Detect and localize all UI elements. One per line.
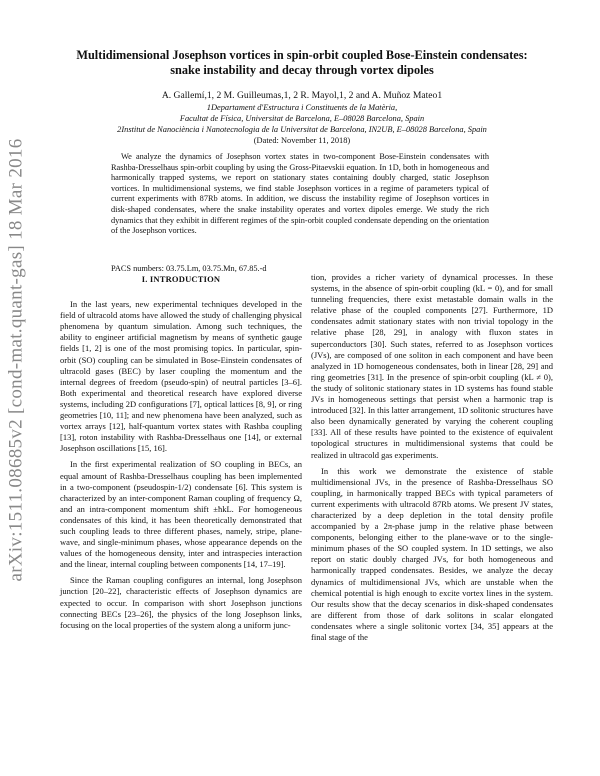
arxiv-side-stamp xyxy=(2,138,32,582)
right-column xyxy=(311,272,553,648)
affiliation-1a: 1Departament d'Estructura i Constituents de la Matèria, xyxy=(206,103,398,112)
intro-paragraph-3: Since the Raman coupling configures an internal, long Josephson junction [20–22], characteristic effects of Josephson dynamics are expected to occur. In comparison with short Josephson junctions connecting BECs [23–26], the physics of the long Josephson links, focusing on the local properties of the system along a uniform junc- xyxy=(60,575,302,630)
pacs-numbers: PACS numbers: 03.75.Lm, 03.75.Mn, 67.85.-d xyxy=(111,264,267,273)
title-line-2: snake instability and decay through vortex dipoles xyxy=(170,63,434,77)
date-line: (Dated: November 11, 2018) xyxy=(253,136,351,145)
paper-header xyxy=(60,48,544,146)
intro-paragraph-2: In the first experimental realization of SO coupling in BECs, an equal amount of Rashba-Dresselhaus coupling has been implemented in a two-component (pseudospin-1/2) condensate [6]. This system is characterized by an inter-component Raman coupling of frequency Ω, and an intra-component momentum shift ±ħkL. For homogeneous condensates of this kind, it has been theoretically demonstrated that such coupling leads to three different phases, namely, stripe, plane-wave, and single-minimum phases, whose appearance depends on the values of the homogeneous density, inter and intraspecies interaction and the linear, internal coupling between components [14, 17–19]. xyxy=(60,459,302,570)
affiliation-2: 2Institut de Nanociència i Nanotecnologia de la Universitat de Barcelona, IN2UB, E–08028 Barcelona, Spain xyxy=(117,125,487,134)
intro-paragraph-4: In this work we demonstrate the existence of stable multidimensional JVs, in the presence of Rashba-Dresselhaus SO coupling, in harmonically trapped BECs with typical parameters of current experiments with ultracold 87Rb atoms. We present JV states, characterized by a deep depletion in the total density profile accompanied by a 2π-phase jump in the relative phase between components, belonging either to the plane-wave or to the single-minimum phases of the SO coupled system. In 1D settings, we also report on static doubly charged JVs, for both homogeneous and harmonically trapped condensates. Besides, we analyze the decay dynamics of multidimensional JVs, which are unstable when the chemical potential is high enough to excite vortex lines in the system. Our results show that the decay scenarios in disk-shaped condensates are different from those of dark solitons in scalar elongated condensates where a single solitonic vortex [34, 35] appears at the final stage of the xyxy=(311,465,553,642)
left-column xyxy=(60,274,302,636)
author-list: A. Gallemí,1, 2 M. Guilleumas,1, 2 R. Mayol,1, 2 and A. Muñoz Mateo1 xyxy=(161,90,443,101)
arxiv-identifier: arXiv:1511.08685v2 [cond-mat.quant-gas] 18 Mar 2016 xyxy=(6,138,27,582)
section-heading: I. INTRODUCTION xyxy=(141,274,221,284)
affiliation-1b: Facultat de Física, Universitat de Barcelona, E–08028 Barcelona, Spain xyxy=(179,114,425,123)
abstract: We analyze the dynamics of Josephson vortex states in two-component Bose-Einstein condensates with Rashba-Dresselhaus spin-orbit coupling by using the Gross-Pitaevskii equation. In 1D, both in homogeneous and harmonically trapped systems, we report on stationary states containing doubly charged, static Josephson vortices. In multidimensional systems, we find stable Josephson vortices in a regime of parameters typical of current experiments with 87Rb atoms. In addition, we discuss the instability regime of Josephson vortices in disk-shaped condensates, where the snake instability operates and vortex dipoles emerge. We study the rich dynamics that they exhibit in different regimes of the spin-orbit coupled condensate depending on the orientation of the Josephson vortices. xyxy=(111,152,489,236)
intro-paragraph-1: In the last years, new experimental techniques developed in the field of ultracold atoms have allowed the study of challenging physical phenomena by quantum simulation. Among such techniques, the ability to engineer artificial magnetism by means of synthetic gauge fields [1, 2] is one of the most promising topics. In particular, spin-orbit (SO) coupling can be simulated in Bose-Einstein condensates of ultracold gases (BEC) by laser coupling the momentum and the internal degrees of freedom (pseudo-spin) of neutral particles [3–6]. Both experimental and theoretical research have explored diverse systems, including 2D configurations [7], optical lattices [8, 9], or ring geometries [10, 11]; and new phenomena have been analyzed, such as vortex arrays [12], half-quantum vortex states with Rashba coupling [13], roton instability with Rashba-Dresselhaus one [14], or external Josephson oscillations [15, 16]. xyxy=(60,299,302,454)
title-line-1: Multidimensional Josephson vortices in spin-orbit coupled Bose-Einstein condensates: xyxy=(76,48,528,62)
paper-title xyxy=(60,48,544,78)
intro-paragraph-3-continued: tion, provides a richer variety of dynamical processes. In these systems, in the absence of spin-orbit coupling (kL = 0), and for small tunneling frequencies, there exist metastable domain walls in the relative phase of the coupled components [27]. Furthermore, 1D condensates admit stationary states with non trivial topology in the relative phase [28, 29], in analogy with fluxon states in superconductors [30]. Such states, referred to as Josephson vortices (JVs), are composed of one soliton in each component and have been analyzed in 1D homogeneous condensates, both in linear [28, 29] and ring geometries [31]. In the presence of spin-orbit coupling (kL ≠ 0), the study of solitonic stationary states in 1D systems has found stable JVs in homogeneous settings that persist when a harmonic trap is introduced [32]. In this latter arrangement, 1D solitonic structures have also been dynamically generated by varying the coherent coupling [33]. All of these results have pointed to the existence of equivalent topological structures in multidimensional systems that could be realized in ultracold gas experiments. xyxy=(311,272,553,460)
